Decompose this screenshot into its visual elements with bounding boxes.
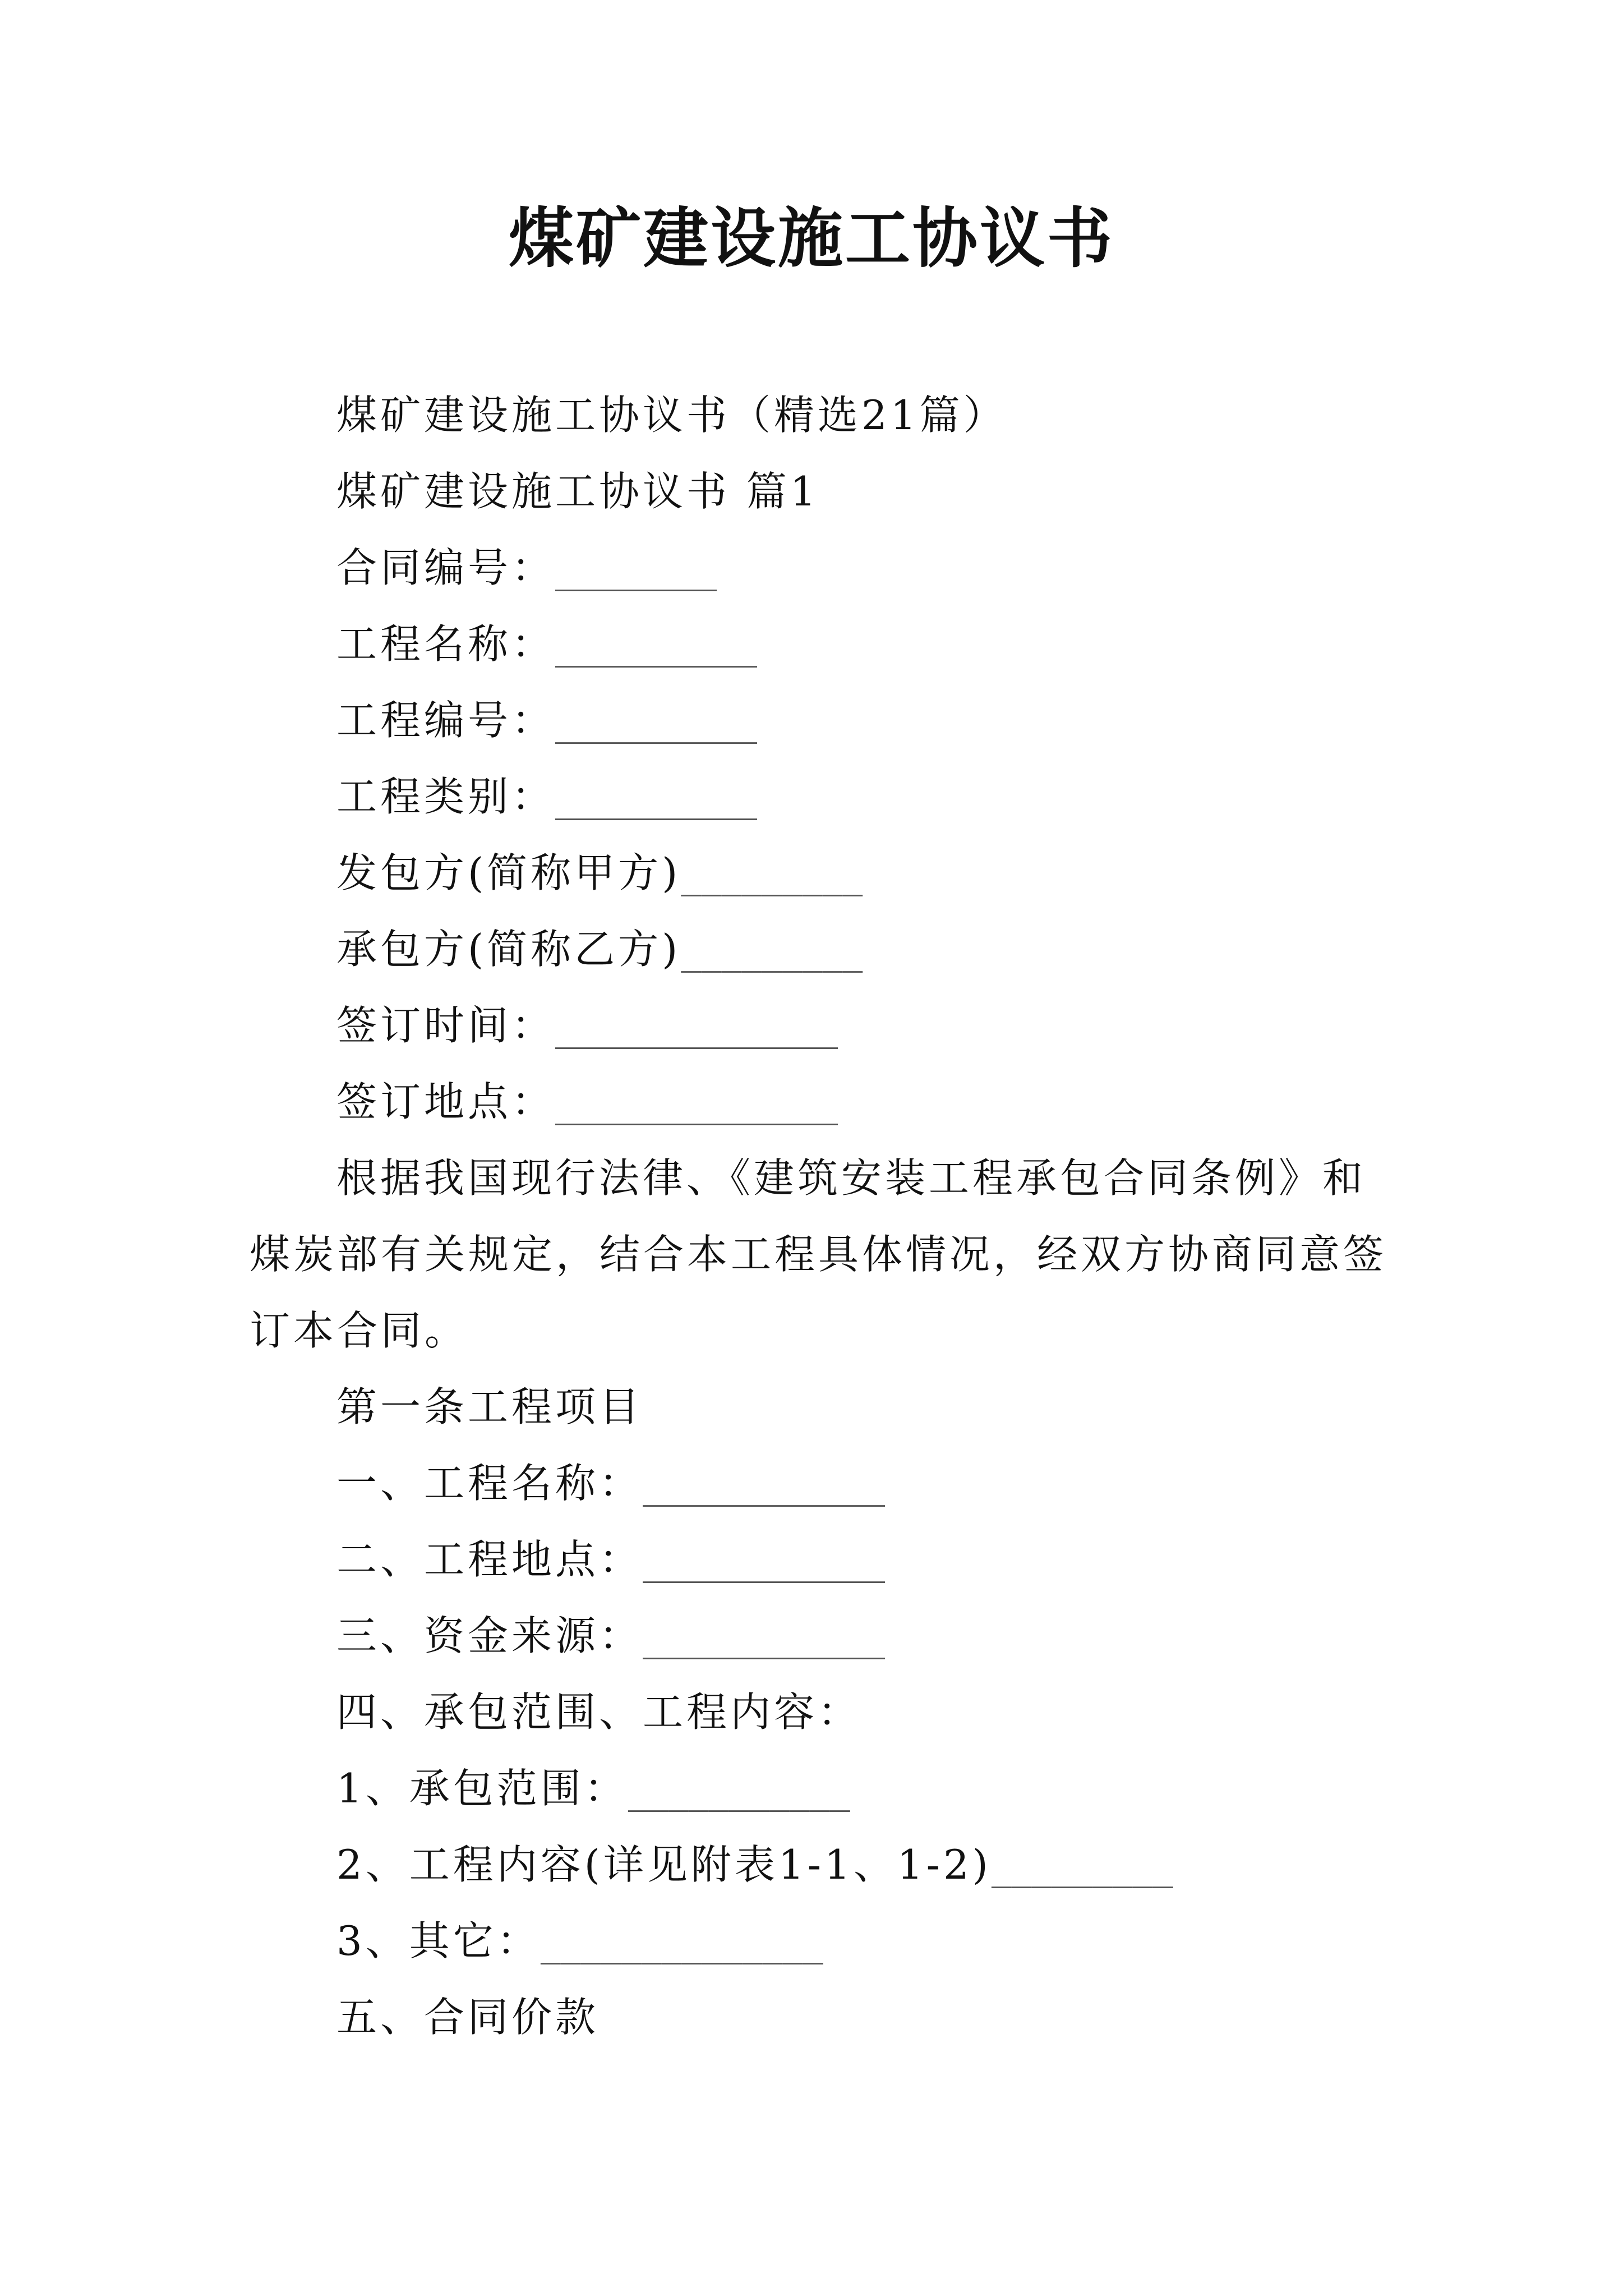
field-label: 签订地点： bbox=[336, 1078, 556, 1125]
field-blank: _________ bbox=[681, 926, 863, 973]
field-blank: ______________ bbox=[555, 1078, 838, 1125]
item-contract-price bbox=[336, 1989, 599, 2045]
field-signing-date bbox=[336, 997, 838, 1053]
field-label: 工程名称： bbox=[336, 620, 556, 668]
field-party-a bbox=[336, 845, 863, 901]
field-blank: __________ bbox=[555, 620, 758, 668]
document-title: 煤矿建设施工协议书 bbox=[509, 200, 1114, 277]
item-blank: _________ bbox=[991, 1841, 1173, 1888]
field-label: 发包方(简称甲方) bbox=[336, 849, 681, 896]
section-heading: 煤矿建设施工协议书 篇1 bbox=[336, 468, 819, 515]
field-project-number bbox=[336, 692, 757, 748]
field-blank: _________ bbox=[681, 849, 863, 896]
field-signing-place bbox=[336, 1074, 838, 1130]
intro-paragraph: 根据我国现行法律、《建筑安装工程承包合同条例》和煤炭部有关规定，结合本工程具体情况，经双方协商同意签订本合同。 bbox=[250, 1154, 1387, 1354]
field-label: 承包方(简称乙方) bbox=[336, 926, 681, 973]
item-blank: ____________ bbox=[643, 1536, 886, 1583]
field-project-category bbox=[336, 769, 757, 825]
item-label: 3、其它： bbox=[336, 1917, 541, 1964]
item-scope-content bbox=[336, 1684, 861, 1740]
item-contract-scope bbox=[336, 1760, 850, 1816]
item-project-name bbox=[336, 1455, 885, 1511]
item-blank: ____________ bbox=[643, 1460, 886, 1507]
field-label: 工程类别： bbox=[336, 773, 556, 820]
item-label: 2、工程内容(详见附表1-1、1-2) bbox=[336, 1841, 992, 1888]
field-blank: ________ bbox=[555, 544, 717, 591]
field-party-b bbox=[336, 921, 863, 977]
item-label: 五、合同价款 bbox=[336, 1994, 600, 2041]
item-label: 一、工程名称： bbox=[336, 1460, 643, 1507]
item-project-content bbox=[336, 1837, 1173, 1893]
field-contract-number bbox=[336, 540, 717, 596]
field-blank: __________ bbox=[555, 697, 758, 744]
field-blank: __________ bbox=[555, 773, 758, 820]
item-label: 二、工程地点： bbox=[336, 1536, 643, 1583]
item-blank: ______________ bbox=[540, 1917, 823, 1964]
field-blank: ______________ bbox=[555, 1002, 838, 1049]
item-label: 1、承包范围： bbox=[336, 1765, 628, 1812]
field-project-name bbox=[336, 616, 757, 672]
field-label: 工程编号： bbox=[336, 697, 556, 744]
item-funding-source bbox=[336, 1608, 885, 1664]
item-label: 四、承包范围、工程内容： bbox=[336, 1688, 862, 1736]
item-other bbox=[336, 1913, 823, 1969]
item-blank: ____________ bbox=[643, 1612, 886, 1659]
field-label: 合同编号： bbox=[336, 544, 556, 591]
item-blank: ___________ bbox=[628, 1765, 850, 1812]
document-subtitle: 煤矿建设施工协议书（精选21篇） bbox=[336, 392, 1007, 439]
article-1-heading: 第一条工程项目 bbox=[336, 1383, 643, 1430]
item-project-location bbox=[336, 1531, 885, 1588]
item-label: 三、资金来源： bbox=[336, 1612, 643, 1659]
field-label: 签订时间： bbox=[336, 1002, 556, 1049]
